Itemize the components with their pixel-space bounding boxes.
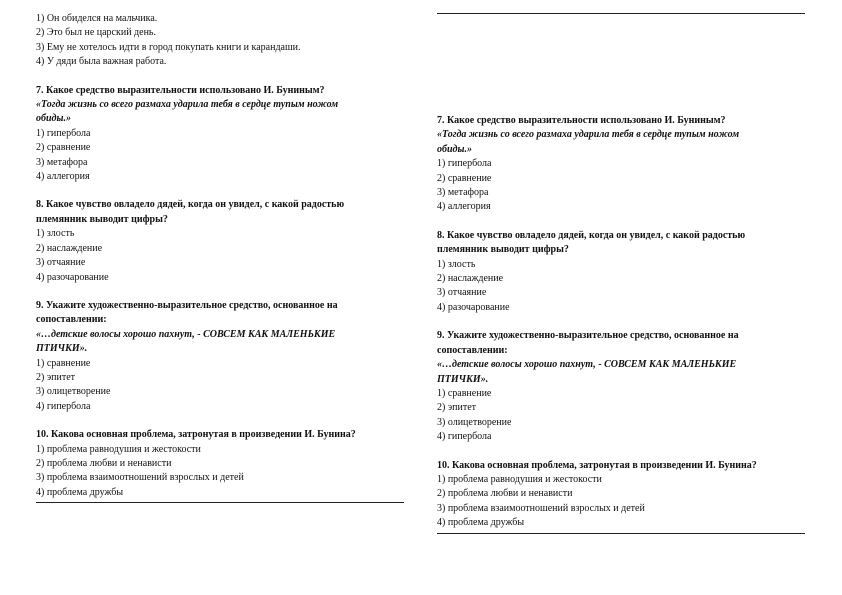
option: 2) сравнение — [36, 142, 91, 154]
question-text: 10. Какова основная проблема, затронутая в произведении И. Бунина? — [36, 429, 356, 441]
question-text: 8. Какое чувство овладело дядей, когда он увидел, с какой радостью — [36, 199, 345, 211]
option: 3) олицетворение — [36, 386, 111, 398]
quote-line: ПТИЧКИ». — [36, 343, 88, 355]
option: 1) гипербола — [437, 158, 492, 170]
question-8 — [36, 198, 406, 284]
option: 1) злость — [437, 258, 476, 270]
question-text: 8. Какое чувство овладело дядей, когда он увидел, с какой радостью — [437, 229, 746, 241]
option: 4) У дяди была важная работа. — [36, 56, 167, 68]
option: 1) проблема равнодушия и жестокости — [437, 473, 602, 485]
intro-options — [36, 12, 406, 70]
question-text: сопоставлении: — [36, 314, 107, 326]
question-text: 10. Какова основная проблема, затронутая в произведении И. Бунина? — [437, 459, 757, 471]
option: 4) проблема дружбы — [36, 486, 124, 498]
option: 2) эпитет — [36, 371, 76, 383]
option: 3) метафора — [437, 187, 489, 199]
option: 3) отчаяние — [36, 257, 86, 269]
left-column — [36, 12, 406, 503]
option: 1) проблема равнодушия и жестокости — [36, 443, 201, 455]
option: 4) разочарование — [437, 301, 510, 313]
question-9 — [437, 329, 807, 444]
option: 2) проблема любви и ненависти — [437, 488, 573, 500]
option: 3) олицетворение — [437, 416, 512, 428]
quote-line: ПТИЧКИ». — [437, 373, 489, 385]
option: 3) метафора — [36, 156, 88, 168]
option: 1) Он обиделся на мальчика. — [36, 13, 158, 24]
question-text: сопоставлении: — [437, 344, 508, 356]
question-9 — [36, 299, 406, 414]
divider-line — [437, 533, 805, 534]
option: 2) эпитет — [437, 402, 477, 414]
option: 1) злость — [36, 228, 75, 240]
question-text: 9. Укажите художественно-выразительное средство, основанное на — [437, 330, 739, 342]
option: 3) отчаяние — [437, 287, 487, 299]
question-7 — [36, 84, 406, 185]
option: 3) Ему не хотелось идти в город покупать книги и карандаши. — [36, 41, 301, 53]
question-text: 7. Какое средство выразительности использовано И. Буниным? — [36, 84, 325, 96]
option: 4) аллегория — [36, 171, 90, 183]
option: 3) проблема взаимоотношений взрослых и детей — [36, 472, 244, 484]
option: 2) сравнение — [437, 172, 492, 184]
right-column — [437, 13, 807, 534]
option: 4) гипербола — [437, 431, 492, 443]
option: 4) проблема дружбы — [437, 517, 525, 529]
question-10 — [36, 428, 406, 500]
option: 4) гипербола — [36, 400, 91, 412]
option: 2) проблема любви и ненависти — [36, 457, 172, 469]
option: 1) гипербола — [36, 127, 91, 139]
quote-line: «Тогда жизнь со всего размаха ударила тебя в сердце тупым ножом — [36, 99, 339, 111]
quote-line: обиды.» — [36, 113, 71, 125]
question-8 — [437, 229, 807, 315]
quote-line: обиды.» — [437, 143, 472, 155]
option: 1) сравнение — [437, 387, 492, 399]
question-text: племянник выводит цифры? — [36, 213, 168, 225]
question-text: 7. Какое средство выразительности использовано И. Буниным? — [437, 115, 726, 126]
option: 4) разочарование — [36, 271, 109, 283]
quote-line: «…детские волосы хорошо пахнут, - СОВСЕМ КАК МАЛЕНЬКИЕ — [437, 359, 737, 371]
quote-line: «…детские волосы хорошо пахнут, - СОВСЕМ КАК МАЛЕНЬКИЕ — [36, 328, 336, 340]
question-text: племянник выводит цифры? — [437, 244, 569, 256]
question-10 — [437, 459, 807, 531]
option: 2) наслаждение — [437, 273, 504, 285]
option: 2) наслаждение — [36, 242, 103, 254]
quote-line: «Тогда жизнь со всего размаха ударила тебя в сердце тупым ножом — [437, 129, 740, 141]
option: 1) сравнение — [36, 357, 91, 369]
question-text: 9. Укажите художественно-выразительное средство, основанное на — [36, 299, 338, 311]
option: 3) проблема взаимоотношений взрослых и детей — [437, 502, 645, 514]
option: 4) аллегория — [437, 201, 491, 213]
option: 2) Это был не царский день. — [36, 27, 156, 39]
question-7 — [437, 114, 807, 215]
divider-line — [36, 502, 404, 503]
